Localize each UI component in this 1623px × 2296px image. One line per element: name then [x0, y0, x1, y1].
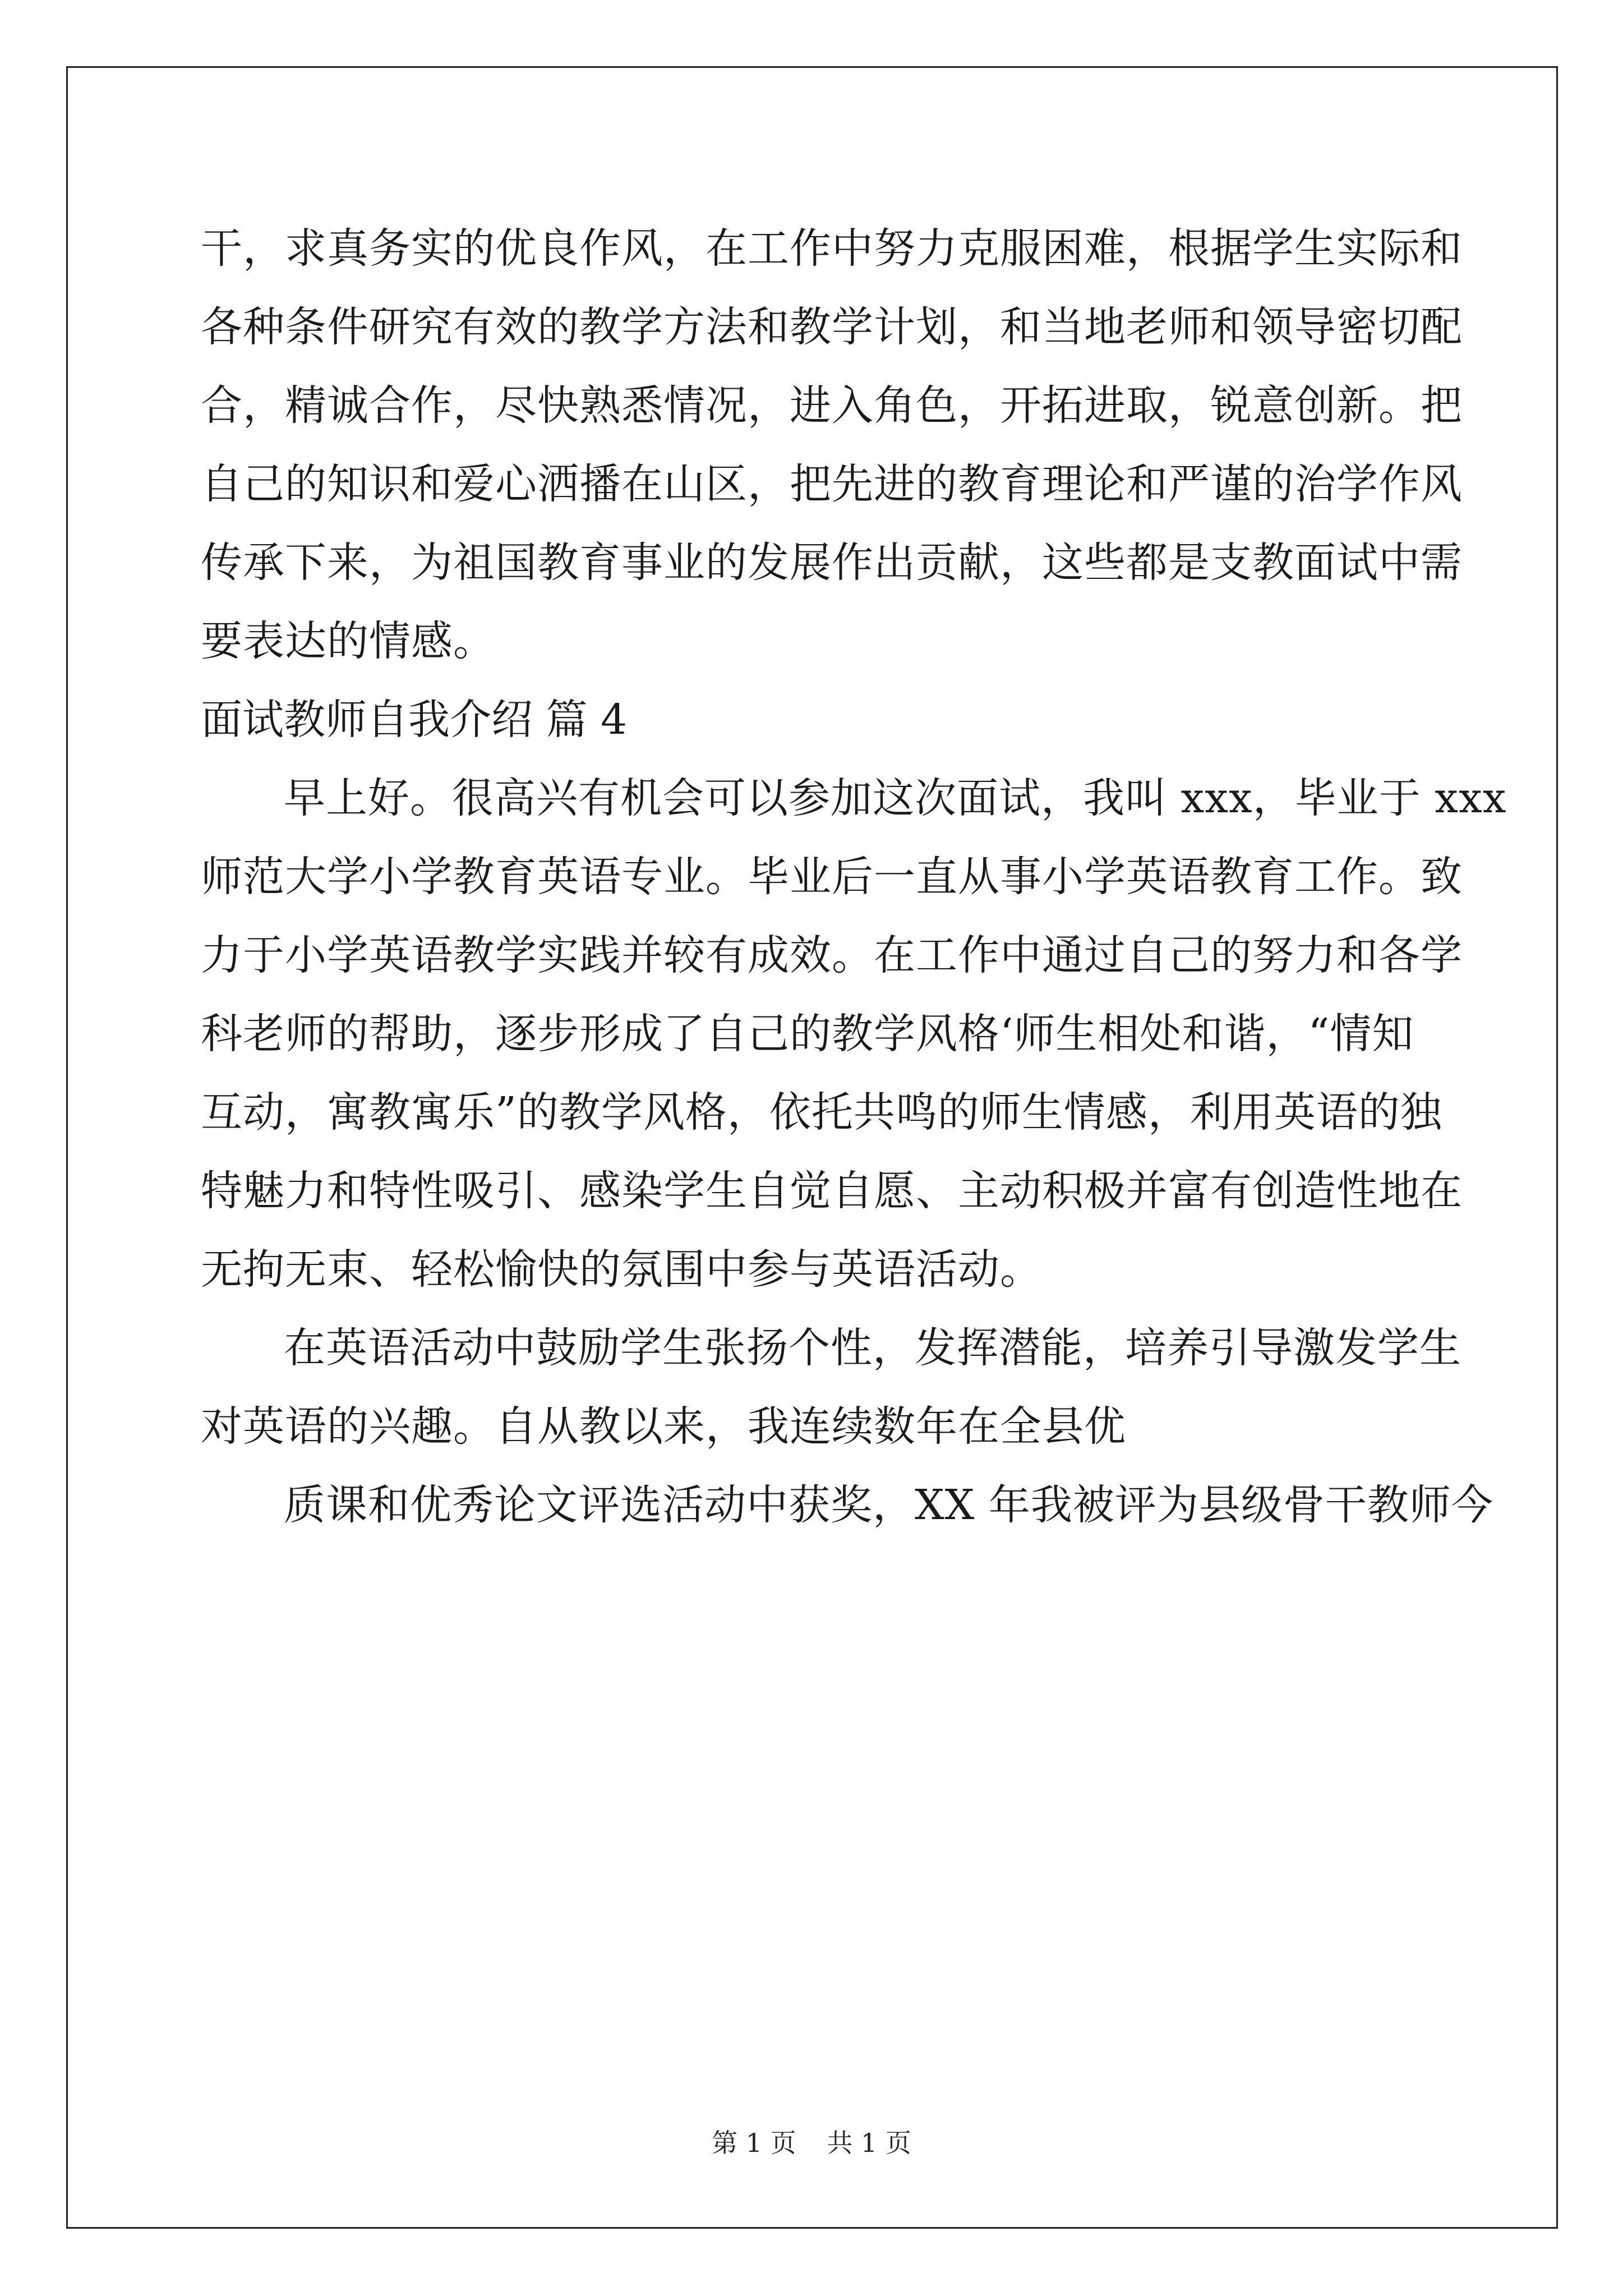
page-number: 第 1 页	[712, 2128, 796, 2158]
page-total: 共 1 页	[827, 2128, 911, 2158]
paragraph-awards	[201, 1466, 1493, 1544]
text-line: 对英语的兴趣。自从教以来，我连续数年在全县优	[201, 1402, 1126, 1451]
text-line: 要表达的情感。	[201, 617, 495, 665]
text-line: 早上好。很高兴有机会可以参加这次面试，我叫 xxx，毕业于 xxx	[284, 774, 1507, 822]
text-line: 科老师的帮助，逐步形成了自己的教学风格‘师生相处和谐，“情知	[201, 1010, 1414, 1058]
text-line: 在英语活动中鼓励学生张扬个性，发挥潜能，培养引导激发学生	[284, 1324, 1461, 1372]
text-line: 无拘无束、轻松愉快的氛围中参与英语活动。	[201, 1245, 1042, 1294]
section-heading: 面试教师自我介绍 篇 4	[201, 696, 628, 744]
page-footer	[0, 2126, 1623, 2160]
text-line: 特魅力和特性吸引、感染学生自觉自愿、主动积极并富有创造性地在	[201, 1167, 1463, 1215]
paragraph-activities	[201, 1309, 1461, 1466]
text-line: 质课和优秀论文评选活动中获奖，XX 年我被评为县级骨干教师今	[284, 1481, 1493, 1529]
text-line: 各种条件研究有效的教学方法和教学计划，和当地老师和领导密切配	[201, 303, 1463, 351]
paragraph-continuation	[201, 209, 1463, 680]
text-line: 互动，寓教寓乐”的教学风格，依托共鸣的师生情感，利用英语的独	[201, 1088, 1442, 1137]
text-line: 传承下来，为祖国教育事业的发展作出贡献，这些都是支教面试中需	[201, 539, 1463, 587]
text-line: 力于小学英语教学实践并较有成效。在工作中通过自己的努力和各学	[201, 931, 1463, 979]
text-line: 自己的知识和爱心洒播在山区，把先进的教育理论和严谨的治学作风	[201, 460, 1463, 508]
paragraph-intro	[201, 759, 1507, 1309]
text-line: 合，精诚合作，尽快熟悉情况，进入角色，开拓进取，锐意创新。把	[201, 381, 1463, 430]
document-body	[201, 209, 1507, 1544]
text-line: 干，求真务实的优良作风，在工作中努力克服困难，根据学生实际和	[201, 224, 1463, 273]
text-line: 师范大学小学教育英语专业。毕业后一直从事小学英语教育工作。致	[201, 853, 1463, 901]
